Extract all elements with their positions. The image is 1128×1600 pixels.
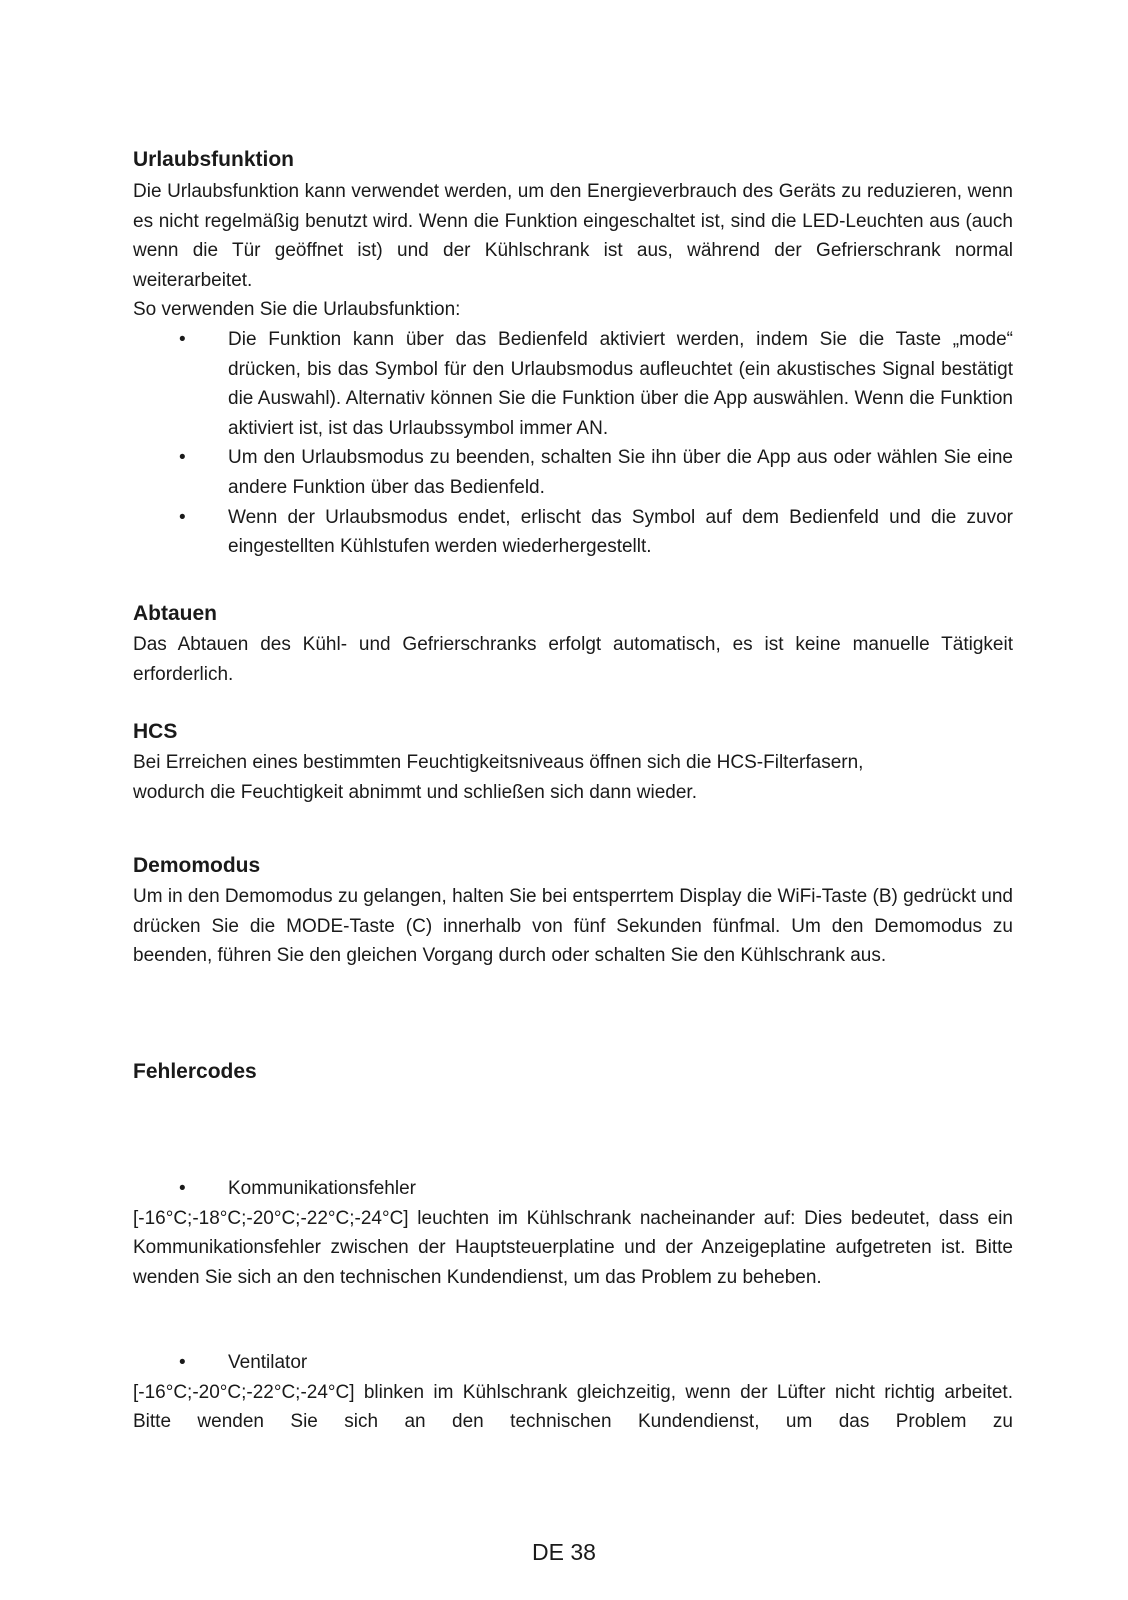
section-hcs [133, 718, 1013, 807]
section-paragraph: Die Urlaubsfunktion kann verwendet werden, um den Energieverbrauch des Geräts zu reduzieren, wenn es nicht regelmäßig benutzt wird. Wenn die Funktion eingeschaltet ist, sind die LED-Leuchten aus (auch wenn die Tür geöffnet ist) und der Kühlschrank ist aus, während der Gefrierschrank normal weiterarbeitet. [133, 181, 1013, 291]
section-demomodus [133, 852, 1013, 971]
section-fehlercodes [133, 1058, 1013, 1086]
section-urlaubsfunktion [133, 146, 1013, 562]
section-heading: Demomodus [133, 854, 261, 877]
bullet-icon: • [179, 1178, 186, 1199]
bullet-icon: • [179, 506, 186, 528]
section-paragraph-line: Bei Erreichen eines bestimmten Feuchtigkeitsniveaus öffnen sich die HCS-Filterfasern, [133, 752, 864, 773]
section-paragraph: So verwenden Sie die Urlaubsfunktion: [133, 299, 461, 321]
section-paragraph: Um in den Demomodus zu gelangen, halten Sie bei entsperrtem Display die WiFi-Taste (B) gedrückt und drücken Sie die MODE-Taste (C) innerhalb von fünf Sekunden fünfmal. Um den Demomodus zu beenden, führen Sie den gleichen Vorgang durch oder schalten Sie den Kühlschrank aus. [133, 886, 1013, 967]
bullet-list [133, 325, 1013, 562]
error-code-title: Ventilator [228, 1352, 308, 1373]
list-item [133, 1348, 1013, 1378]
list-item [133, 443, 1013, 502]
error-code-description: [-16°C;-18°C;-20°C;-22°C;-24°C] leuchten im Kühlschrank nacheinander auf: Dies bedeutet, dass ein Kommunikationsfehler zwischen der Hauptsteuerplatine und der Anzeigeplatine aufgetreten ist. Bitte wenden Sie sich an den technischen Kundendienst, um das Problem zu beheben. [133, 1207, 1013, 1288]
list-item-text: Die Funktion kann über das Bedienfeld aktiviert werden, indem Sie die Taste „mode“ drücken, bis das Symbol für den Urlaubsmodus aufleuchtet (ein akustisches Signal bestätigt die Auswahl). Alternativ können Sie die Funktion über die App auswählen. Wenn die Funktion aktiviert ist, ist das Urlaubssymbol immer AN. [228, 328, 1013, 439]
list-item [133, 1174, 1013, 1204]
section-paragraph: Das Abtauen des Kühl- und Gefrierschranks erfolgt automatisch, es ist keine manuelle Tätigkeit erforderlich. [133, 634, 1013, 685]
bullet-icon: • [179, 1352, 186, 1373]
error-code-kommunikation [133, 1174, 1013, 1292]
list-item-text: Um den Urlaubsmodus zu beenden, schalten Sie ihn über die App aus oder wählen Sie eine andere Funktion über das Bedienfeld. [228, 447, 1013, 498]
section-paragraph-line: wodurch die Feuchtigkeit abnimmt und schließen sich dann wieder. [133, 781, 697, 803]
page-number: DE 38 [532, 1539, 596, 1565]
error-code-ventilator [133, 1348, 1013, 1437]
bullet-icon: • [179, 447, 186, 469]
list-item [133, 503, 1013, 562]
section-heading: Abtauen [133, 602, 217, 625]
list-item [133, 325, 1013, 443]
error-code-title: Kommunikationsfehler [228, 1178, 416, 1199]
list-item-text: Wenn der Urlaubsmodus endet, erlischt das Symbol auf dem Bedienfeld und die zuvor eingestellten Kühlstufen werden wiederhergestellt. [228, 506, 1013, 558]
section-heading: Urlaubsfunktion [133, 148, 294, 171]
error-code-description: [-16°C;-20°C;-22°C;-24°C] blinken im Kühlschrank gleichzeitig, wenn der Lüfter nicht richtig arbeitet. Bitte wenden Sie sich an den technischen Kundendienst, um das Problem zu [133, 1381, 1013, 1433]
bullet-icon: • [179, 328, 186, 350]
section-abtauen [133, 600, 1013, 689]
section-heading: Fehlercodes [133, 1060, 257, 1083]
section-heading: HCS [133, 720, 178, 743]
